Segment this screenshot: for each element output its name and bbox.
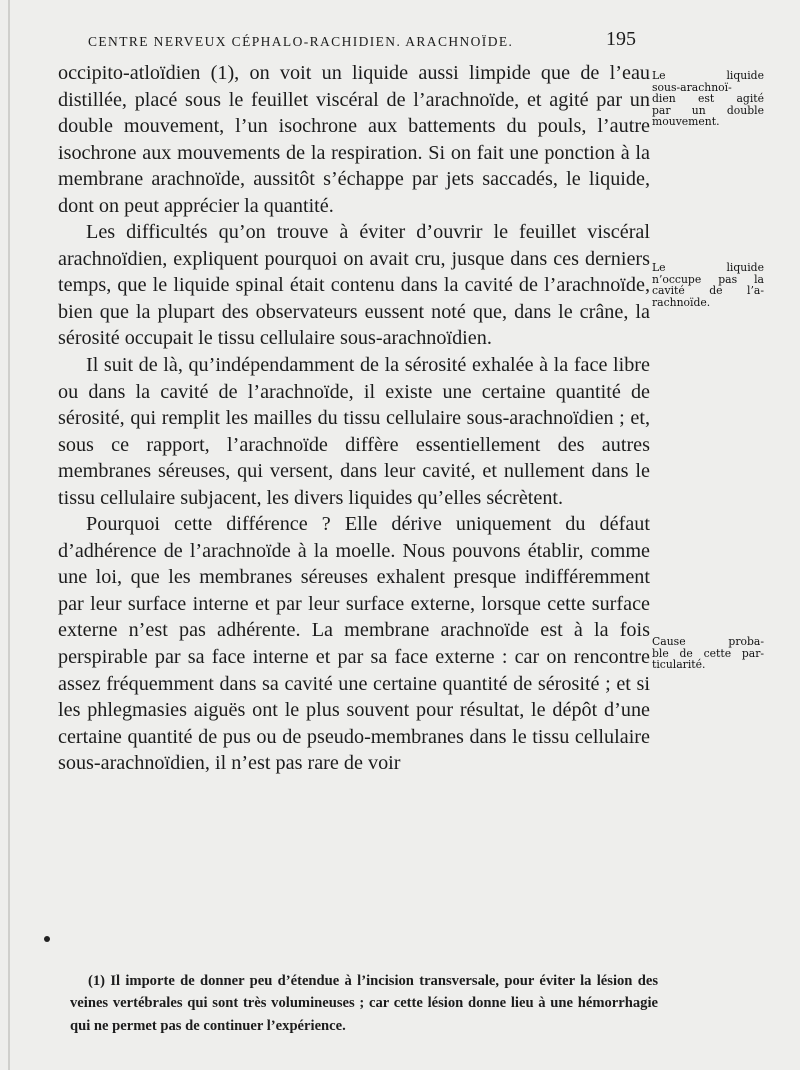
margin-note-line: cavité de l’a- xyxy=(652,284,764,297)
page-edge xyxy=(8,0,10,1070)
page-header xyxy=(88,28,636,54)
margin-note-liquide-agite xyxy=(652,70,764,128)
margin-note-line: Cause proba- xyxy=(652,635,764,648)
footnote xyxy=(70,970,658,1037)
paragraph: occipito-atloïdien (1), on voit un liquide aussi limpide que de l’eau distillée, placé sous le feuillet viscéral de l’arachnoïde, et agité par un double mouvement, l’un isochrone aux battements du pouls, l’autre isochrone aux mouvements de la respiration. Si on fait une ponction à la membrane arachnoïde, aussitôt s’échappe par jets saccadés, le liquide, dont on peut apprécier la quantité. xyxy=(58,62,650,217)
margin-note-cavite xyxy=(652,262,764,308)
paragraph: Pourquoi cette différence ? Elle dérive uniquement du défaut d’adhérence de l’arachnoïde à la moelle. Nous pouvons établir, comme une loi, que les membranes séreuses exhalent presque indifféremment par leur surface interne et par leur surface externe, lorsque cette surface externe n’est pas adhérente. La membrane arachnoïde est à la fois perspirable par sa face interne et par sa face externe : car on rencontre assez fréquemment dans sa cavité une certaine quantité de sérosité ; et si les phlegmasies aiguës ont le plus souvent pour résultat, le dépôt d’une certaine quantité de pus ou de pseudo-membranes dans le tissu cellulaire sous-arachnoïdien, il n’est pas rare de voir xyxy=(58,513,650,775)
margin-note-line: n’occupe pas la xyxy=(652,272,764,286)
page-number: 195 xyxy=(606,28,636,50)
paragraph: Les difficultés qu’on trouve à éviter d’ouvrir le feuillet viscéral arachnoïdien, expliquent pourquoi on avait cru, jusque dans ces derniers temps, que le liquide spinal était contenu dans la cavité de l’arachnoïde, bien que la plupart des observateurs eussent noté que, dans le crâne, la sérosité occupait le tissu cellulaire sous-arachnoïdien. xyxy=(58,221,650,350)
margin-note-line: par un double xyxy=(652,103,764,117)
margin-note-line: dien est agité xyxy=(652,92,764,105)
footnote-text: (1) Il importe de donner peu d’étendue à l’incision transversale, pour éviter la lésion des veines vertébrales qui sont très volumineuses ; car cette lésion donne lieu à une hémorrhagie qui ne permet pas de continuer l’expérience. xyxy=(70,973,658,1034)
margin-note-line: ble de cette par- xyxy=(652,646,764,660)
body-text xyxy=(58,60,650,777)
margin-note-line: ticularité. xyxy=(652,658,706,671)
paragraph: Il suit de là, qu’indépendamment de la sérosité exhalée à la face libre ou dans la cavité de l’arachnoïde, il existe une certaine quantité de sérosité, qui remplit les mailles du tissu cellulaire sous-arachnoïdien ; et, sous ce rapport, l’arachnoïde diffère essentiellement des autres membranes séreuses, qui versent, dans leur cavité, et nullement dans le tissu cellulaire subjacent, les divers liquides qu’elles sécrètent. xyxy=(58,354,650,509)
margin-note-line: Le liquide xyxy=(652,261,764,274)
margin-note-cause xyxy=(652,636,764,671)
margin-note-line: rachnoïde. xyxy=(652,295,711,309)
margin-note-line: mouvement. xyxy=(652,115,720,128)
ink-dot xyxy=(44,936,50,942)
running-head: CENTRE NERVEUX CÉPHALO-RACHIDIEN. ARACHNOÏDE. xyxy=(88,34,514,49)
margin-note-line: Le liquide xyxy=(652,69,764,82)
margin-note-line: sous-arachnoï- xyxy=(652,80,732,94)
